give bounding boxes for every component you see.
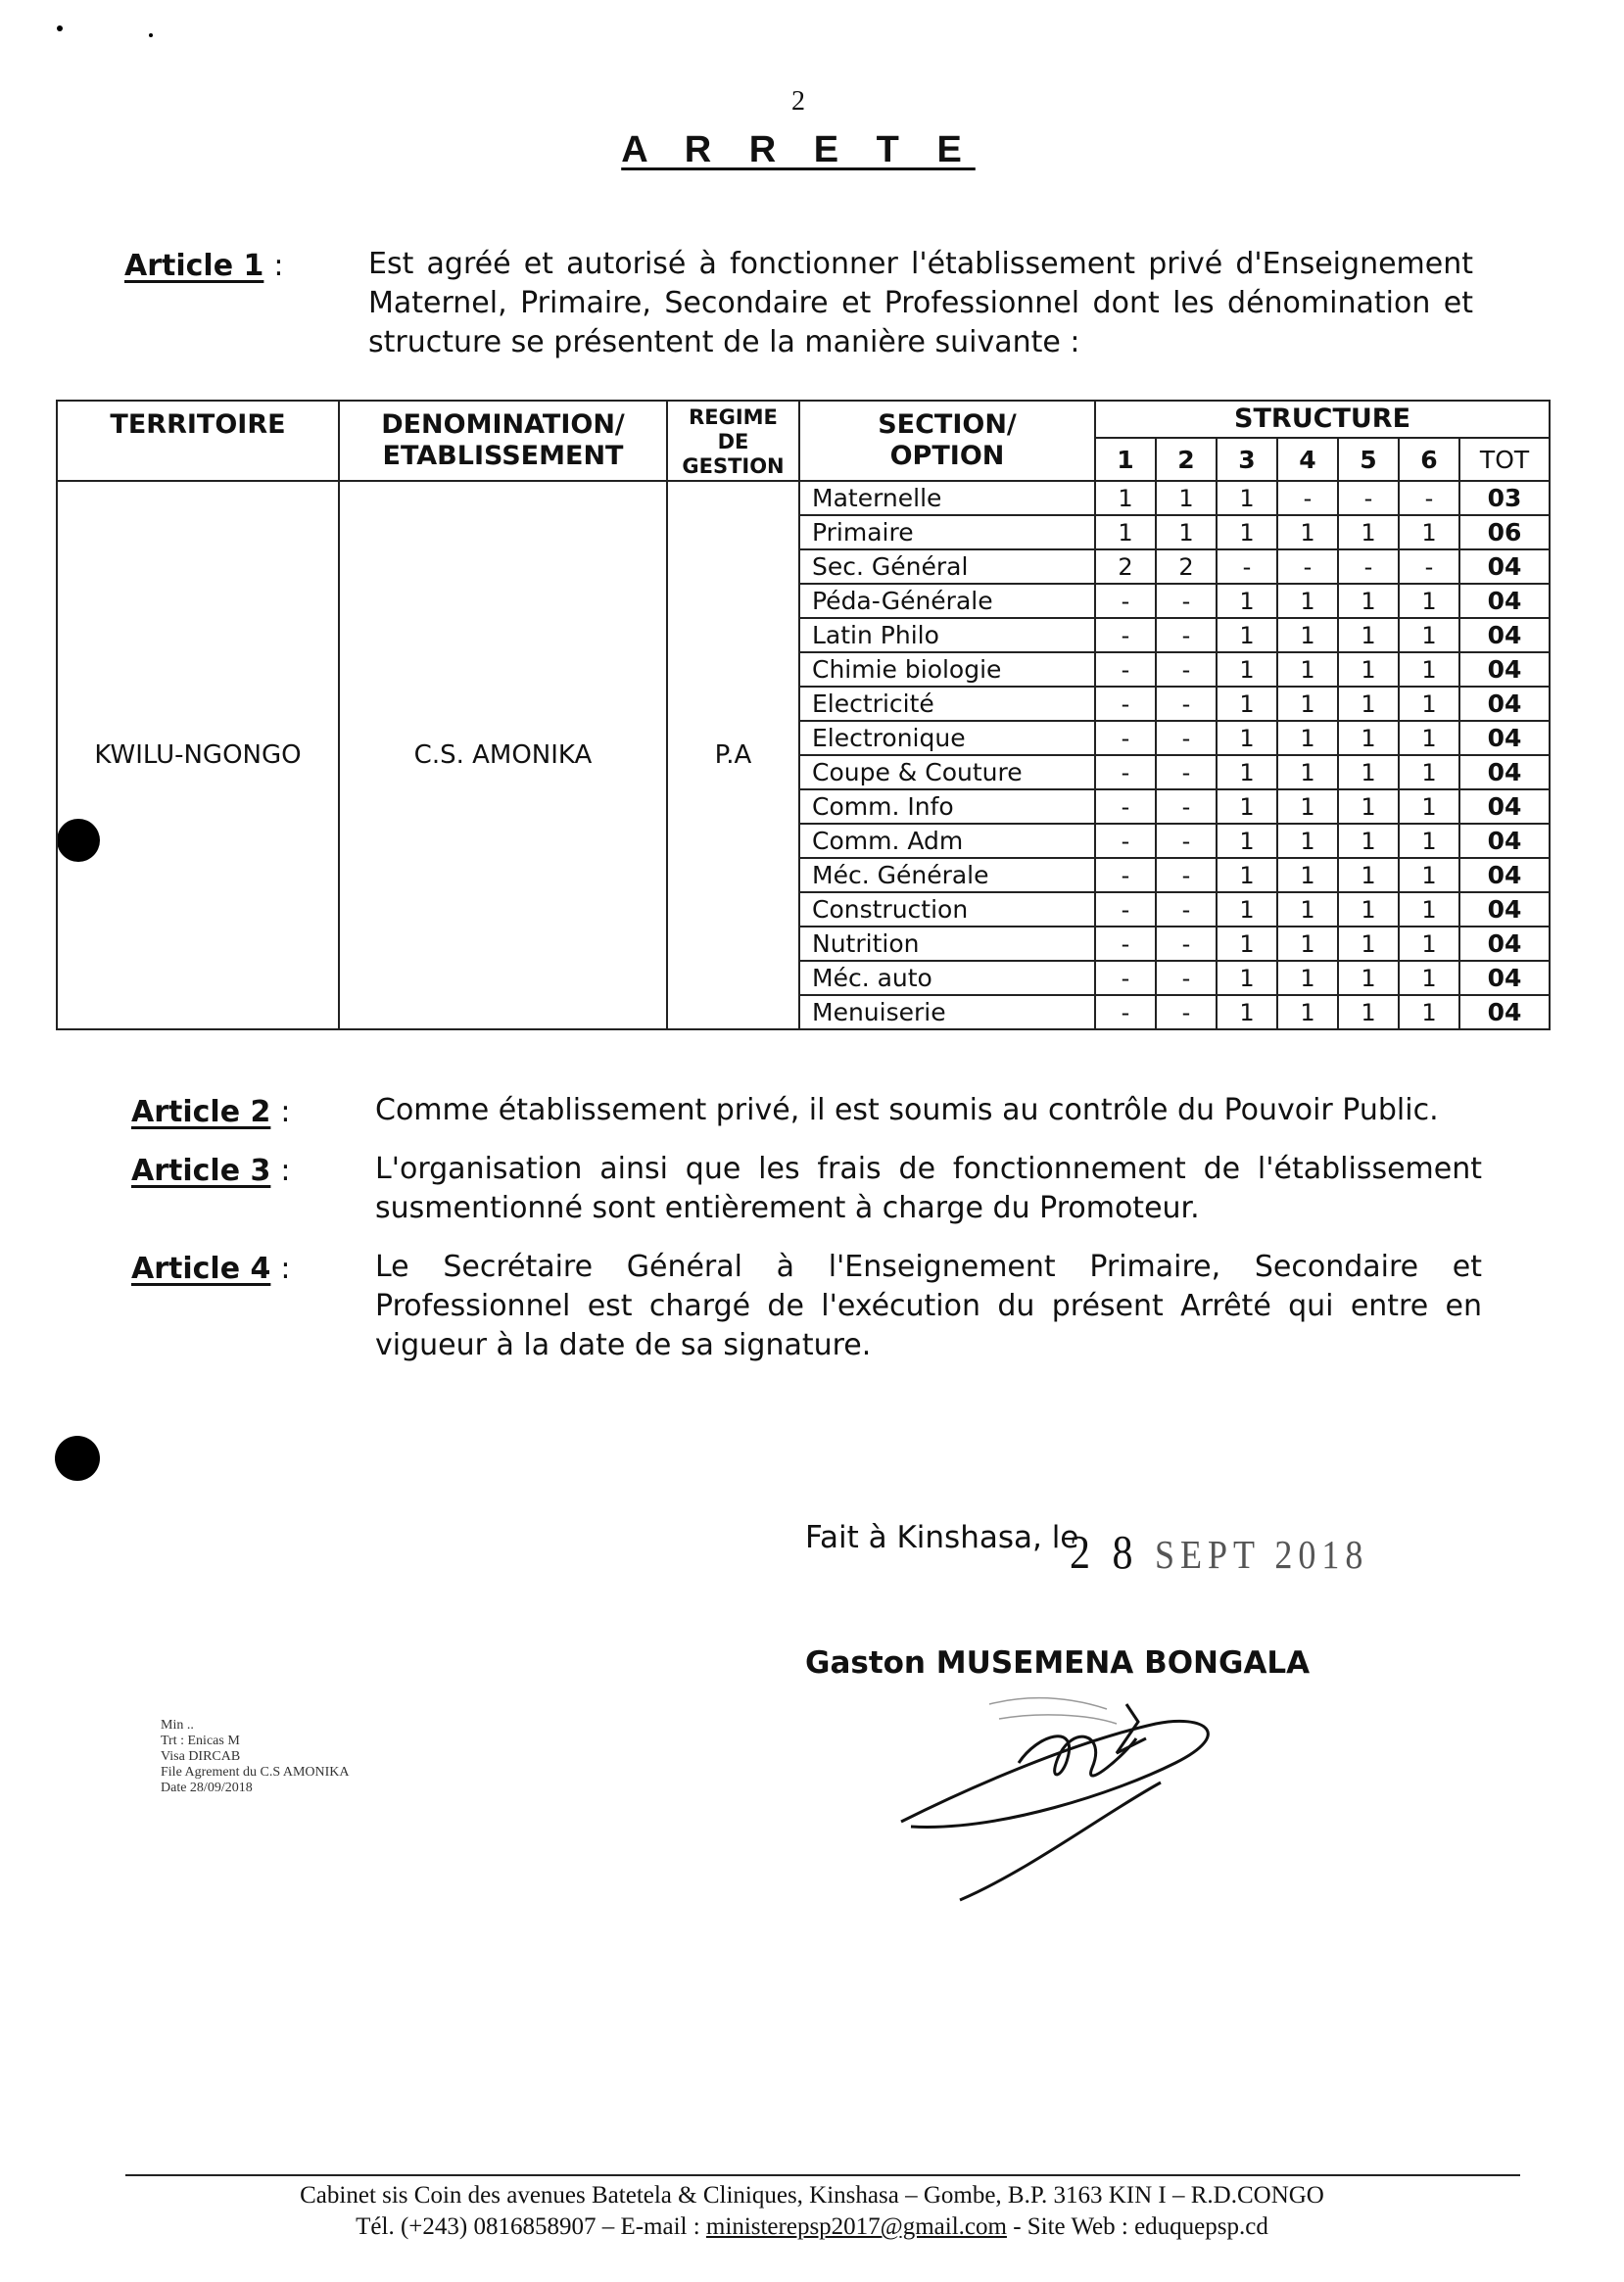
table-row [57, 481, 1550, 515]
cell-year-2: - [1156, 789, 1217, 824]
cell-year-4: - [1277, 481, 1338, 515]
cell-total: 06 [1459, 515, 1550, 549]
cell-year-4: 1 [1277, 892, 1338, 927]
article-3-text: L'organisation ainsi que les frais de fonctionnement de l'établissement susmentionné sont entièrement à charge du Promoteur. [375, 1152, 1482, 1225]
cell-option: Nutrition [799, 927, 1095, 961]
cell-year-1: - [1095, 961, 1156, 995]
cell-year-1: - [1095, 995, 1156, 1029]
cell-year-5: - [1338, 549, 1399, 584]
header-year-3: 3 [1217, 438, 1277, 481]
cell-year-4: 1 [1277, 824, 1338, 858]
cell-year-5: 1 [1338, 755, 1399, 789]
cell-year-1: - [1095, 789, 1156, 824]
header-year-5: 5 [1338, 438, 1399, 481]
cell-total: 04 [1459, 892, 1550, 927]
document-meta [161, 1718, 350, 1796]
cell-year-6: 1 [1399, 824, 1459, 858]
cell-year-1: 2 [1095, 549, 1156, 584]
cell-year-5: 1 [1338, 961, 1399, 995]
header-regime: REGIME DE GESTION [667, 401, 799, 481]
cell-year-2: - [1156, 892, 1217, 927]
cell-year-4: 1 [1277, 995, 1338, 1029]
cell-year-1: - [1095, 721, 1156, 755]
signatory-name: Gaston MUSEMENA BONGALA [805, 1645, 1311, 1681]
header-denomination: DENOMINATION/ ETABLISSEMENT [339, 401, 667, 481]
cell-year-1: - [1095, 618, 1156, 652]
cell-total: 04 [1459, 858, 1550, 892]
cell-year-2: - [1156, 721, 1217, 755]
header-structure: STRUCTURE [1095, 401, 1550, 438]
cell-year-3: 1 [1217, 824, 1277, 858]
cell-year-5: 1 [1338, 652, 1399, 687]
cell-year-2: - [1156, 652, 1217, 687]
cell-option: Sec. Général [799, 549, 1095, 584]
cell-year-4: - [1277, 549, 1338, 584]
cell-total: 04 [1459, 789, 1550, 824]
cell-option: Péda-Générale [799, 584, 1095, 618]
cell-year-6: 1 [1399, 721, 1459, 755]
cell-year-3: - [1217, 549, 1277, 584]
article-2-label: Article 2 : [131, 1095, 291, 1129]
cell-year-3: 1 [1217, 481, 1277, 515]
cell-year-5: 1 [1338, 618, 1399, 652]
cell-year-1: - [1095, 687, 1156, 721]
cell-year-4: 1 [1277, 584, 1338, 618]
structure-table [56, 400, 1551, 1030]
cell-option: Electricité [799, 687, 1095, 721]
cell-territoire: KWILU-NGONGO [57, 481, 339, 1029]
cell-year-2: 1 [1156, 515, 1217, 549]
cell-year-2: - [1156, 961, 1217, 995]
cell-year-5: 1 [1338, 995, 1399, 1029]
cell-year-3: 1 [1217, 755, 1277, 789]
cell-year-4: 1 [1277, 789, 1338, 824]
article-4-text: Le Secrétaire Général à l'Enseignement Primaire, Secondaire et Professionnel est chargé de l'exécution du présent Arrêté qui entre en vigueur à la date de sa signature. [375, 1250, 1482, 1362]
cell-year-3: 1 [1217, 721, 1277, 755]
cell-year-1: - [1095, 824, 1156, 858]
cell-year-2: - [1156, 618, 1217, 652]
cell-option: Comm. Adm [799, 824, 1095, 858]
cell-option: Coupe & Couture [799, 755, 1095, 789]
cell-year-2: - [1156, 927, 1217, 961]
cell-year-6: 1 [1399, 995, 1459, 1029]
cell-total: 04 [1459, 961, 1550, 995]
cell-year-3: 1 [1217, 927, 1277, 961]
meta-line: Min .. [161, 1718, 194, 1733]
scan-speck [57, 25, 63, 31]
cell-year-6: - [1399, 549, 1459, 584]
cell-year-5: 1 [1338, 927, 1399, 961]
cell-regime: P.A [667, 481, 799, 1029]
punch-hole-mark [55, 1436, 100, 1481]
cell-year-4: 1 [1277, 858, 1338, 892]
cell-year-2: 2 [1156, 549, 1217, 584]
cell-year-6: - [1399, 481, 1459, 515]
article-1-label: Article 1 : [124, 249, 284, 283]
cell-year-4: 1 [1277, 721, 1338, 755]
cell-year-3: 1 [1217, 652, 1277, 687]
cell-year-5: 1 [1338, 789, 1399, 824]
cell-year-1: 1 [1095, 481, 1156, 515]
cell-year-2: - [1156, 824, 1217, 858]
meta-line: Visa DIRCAB [161, 1749, 241, 1764]
cell-year-4: 1 [1277, 961, 1338, 995]
cell-total: 04 [1459, 618, 1550, 652]
cell-etablissement: C.S. AMONIKA [339, 481, 667, 1029]
cell-option: Latin Philo [799, 618, 1095, 652]
cell-year-2: - [1156, 584, 1217, 618]
cell-year-6: 1 [1399, 618, 1459, 652]
meta-line: Date 28/09/2018 [161, 1781, 253, 1795]
cell-option: Méc. Générale [799, 858, 1095, 892]
cell-year-2: - [1156, 995, 1217, 1029]
cell-year-5: 1 [1338, 584, 1399, 618]
cell-year-5: 1 [1338, 892, 1399, 927]
document-title: A R R E T E [621, 129, 976, 170]
header-year-6: 6 [1399, 438, 1459, 481]
cell-year-5: 1 [1338, 824, 1399, 858]
cell-year-4: 1 [1277, 652, 1338, 687]
footer-contact: Tél. (+243) 0816858907 – E-mail : ministerepsp2017@gmail.com - Site Web : eduquepsp.cd [356, 2213, 1268, 2240]
cell-total: 04 [1459, 995, 1550, 1029]
cell-year-6: 1 [1399, 858, 1459, 892]
signature-place: Fait à Kinshasa, le [805, 1520, 1079, 1555]
page-number: 2 [791, 86, 805, 117]
cell-year-4: 1 [1277, 755, 1338, 789]
handwritten-signature [882, 1665, 1273, 1920]
cell-year-5: 1 [1338, 858, 1399, 892]
cell-year-3: 1 [1217, 995, 1277, 1029]
cell-year-2: 1 [1156, 481, 1217, 515]
scan-speck [149, 33, 153, 37]
header-year-2: 2 [1156, 438, 1217, 481]
cell-year-6: 1 [1399, 515, 1459, 549]
article-4-label: Article 4 : [131, 1252, 291, 1286]
cell-total: 04 [1459, 927, 1550, 961]
cell-year-6: 1 [1399, 755, 1459, 789]
cell-year-6: 1 [1399, 687, 1459, 721]
meta-line: Trt : Enicas M [161, 1734, 240, 1748]
cell-total: 04 [1459, 824, 1550, 858]
cell-year-6: 1 [1399, 927, 1459, 961]
cell-total: 03 [1459, 481, 1550, 515]
cell-year-4: 1 [1277, 618, 1338, 652]
article-1-text: Est agréé et autorisé à fonctionner l'établissement privé d'Enseignement Maternel, Primaire, Secondaire et Professionnel dont les dénomination et structure se présentent de la manière suivante : [368, 247, 1473, 359]
footer-email-link[interactable]: ministerepsp2017@gmail.com [705, 2213, 1007, 2240]
cell-year-5: - [1338, 481, 1399, 515]
cell-year-3: 1 [1217, 618, 1277, 652]
cell-year-5: 1 [1338, 721, 1399, 755]
cell-option: Méc. auto [799, 961, 1095, 995]
cell-year-3: 1 [1217, 961, 1277, 995]
cell-year-3: 1 [1217, 892, 1277, 927]
cell-option: Primaire [799, 515, 1095, 549]
cell-option: Maternelle [799, 481, 1095, 515]
cell-option: Menuiserie [799, 995, 1095, 1029]
cell-total: 04 [1459, 721, 1550, 755]
header-year-4: 4 [1277, 438, 1338, 481]
cell-option: Construction [799, 892, 1095, 927]
cell-year-1: - [1095, 858, 1156, 892]
article-3-label: Article 3 : [131, 1154, 291, 1188]
cell-year-1: 1 [1095, 515, 1156, 549]
cell-total: 04 [1459, 755, 1550, 789]
article-label-text: Article 1 [124, 249, 264, 283]
cell-year-4: 1 [1277, 515, 1338, 549]
cell-year-6: 1 [1399, 961, 1459, 995]
cell-year-6: 1 [1399, 584, 1459, 618]
cell-total: 04 [1459, 652, 1550, 687]
cell-year-3: 1 [1217, 687, 1277, 721]
footer-divider [125, 2174, 1520, 2176]
article-2-text: Comme établissement privé, il est soumis au contrôle du Pouvoir Public. [375, 1093, 1439, 1127]
cell-year-1: - [1095, 927, 1156, 961]
cell-option: Electronique [799, 721, 1095, 755]
cell-year-4: 1 [1277, 687, 1338, 721]
cell-year-6: 1 [1399, 652, 1459, 687]
cell-total: 04 [1459, 687, 1550, 721]
cell-year-3: 1 [1217, 789, 1277, 824]
cell-year-3: 1 [1217, 584, 1277, 618]
cell-year-2: - [1156, 858, 1217, 892]
meta-line: File Agrement du C.S AMONIKA [161, 1765, 350, 1780]
cell-year-4: 1 [1277, 927, 1338, 961]
header-year-1: 1 [1095, 438, 1156, 481]
cell-year-2: - [1156, 687, 1217, 721]
cell-year-1: - [1095, 652, 1156, 687]
cell-year-5: 1 [1338, 687, 1399, 721]
cell-option: Comm. Info [799, 789, 1095, 824]
cell-year-1: - [1095, 892, 1156, 927]
cell-option: Chimie biologie [799, 652, 1095, 687]
cell-year-5: 1 [1338, 515, 1399, 549]
cell-year-2: - [1156, 755, 1217, 789]
cell-year-1: - [1095, 755, 1156, 789]
footer-address: Cabinet sis Coin des avenues Batetela & Cliniques, Kinshasa – Gombe, B.P. 3163 KIN I – R.D.CONGO [300, 2182, 1324, 2209]
header-total: TOT [1459, 438, 1550, 481]
cell-year-1: - [1095, 584, 1156, 618]
cell-year-6: 1 [1399, 789, 1459, 824]
signature-date-stamp: 2 8 SEPT 2018 [1070, 1527, 1369, 1580]
cell-year-3: 1 [1217, 858, 1277, 892]
cell-total: 04 [1459, 584, 1550, 618]
structure-table-body [57, 481, 1550, 1029]
header-section-option: SECTION/ OPTION [799, 401, 1095, 481]
cell-total: 04 [1459, 549, 1550, 584]
header-territoire: TERRITOIRE [57, 401, 339, 481]
cell-year-3: 1 [1217, 515, 1277, 549]
cell-year-6: 1 [1399, 892, 1459, 927]
